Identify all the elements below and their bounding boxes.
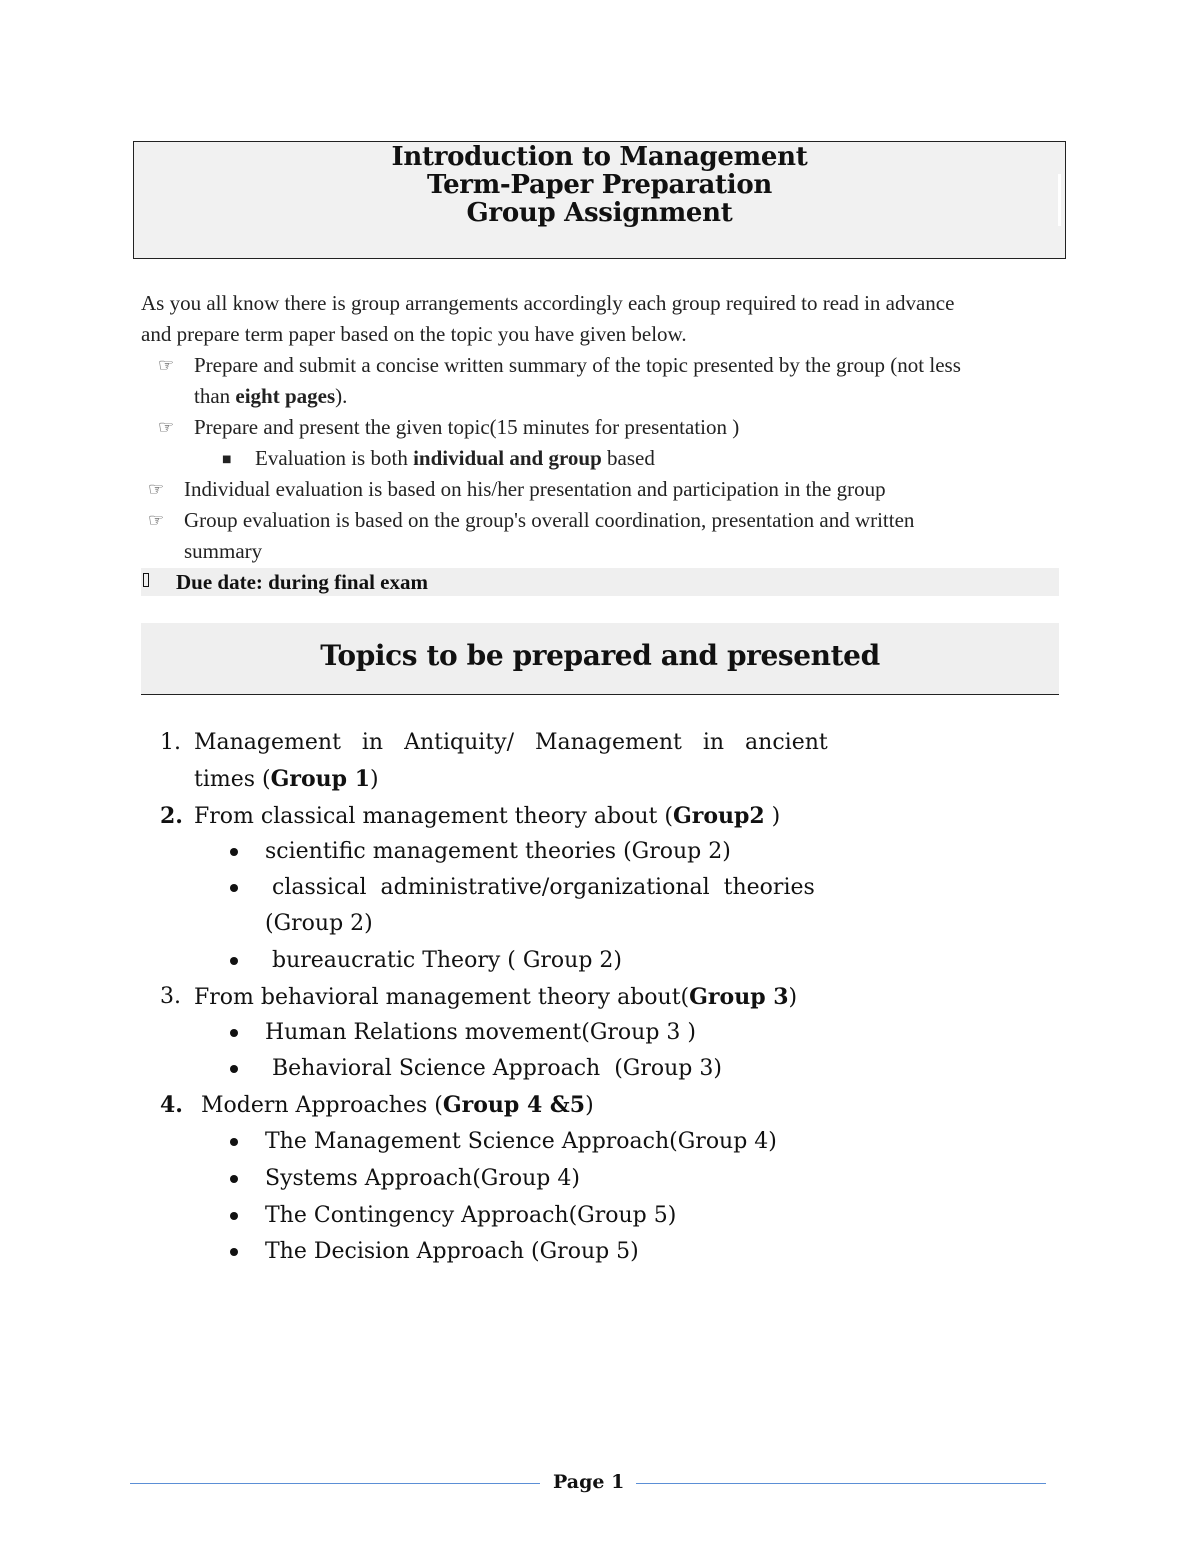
instruction-text: Individual evaluation is based on his/her presentation and participation in the group [184, 477, 886, 501]
group-label: Group 3 [689, 984, 789, 1010]
subtopic-text: classical administrative/organizational theories [265, 875, 815, 900]
emphasis-eight-pages: eight pages [235, 384, 336, 408]
subtopic-text: The Management Science Approach(Group 4) [265, 1129, 777, 1154]
topic-text: From classical management theory about (Group2 ) [194, 803, 781, 829]
instruction-subitem-evaluation [222, 443, 1022, 474]
subtopic-text: The Decision Approach (Group 5) [265, 1239, 639, 1264]
subtopic-item [230, 1161, 830, 1197]
instruction-text: Group evaluation is based on the group's overall coordination, presentation and written [184, 508, 915, 532]
bullet-dot-icon [230, 848, 238, 856]
intro-paragraph [141, 288, 1066, 350]
group-label: Group 4 &5 [442, 1092, 586, 1118]
hand-pointer-icon: ☞ [158, 417, 175, 438]
topic-text: From behavioral management theory about(Group 3) [194, 984, 798, 1010]
instruction-item-group-eval [148, 505, 1058, 567]
hand-pointer-icon: ☞ [148, 510, 165, 531]
subtopic-item [230, 943, 830, 979]
topic-number: 1. [160, 730, 181, 755]
subtopic-item [230, 1015, 830, 1051]
page-number: Page 1 [553, 1471, 625, 1493]
topic-number: 2. [160, 803, 183, 829]
instruction-text-cont: than eight pages). [194, 384, 348, 408]
instruction-item-individual-eval [148, 474, 1058, 505]
intro-line-1: As you all know there is group arrangements accordingly each group required to read in advance [141, 291, 955, 315]
instruction-item-summary [158, 350, 1058, 412]
bullet-dot-icon [230, 957, 238, 965]
bullet-dot-icon [230, 1175, 238, 1183]
subtopic-item [230, 1234, 830, 1270]
instruction-text-cont: summary [184, 539, 263, 563]
topic-text-cont: times (Group 1) [194, 766, 379, 792]
instruction-text: Prepare and present the given topic(15 minutes for presentation ) [194, 415, 740, 439]
instruction-text: Evaluation is both individual and group based [255, 446, 655, 470]
topic-item-3 [160, 979, 810, 1015]
hand-pointer-icon: ☞ [148, 479, 165, 500]
subtopic-text: bureaucratic Theory ( Group 2) [265, 948, 622, 973]
subtopic-text: Systems Approach(Group 4) [265, 1166, 580, 1191]
topic-text: Management in Antiquity/ Management in ancient [194, 730, 828, 755]
topic-number: 4. [160, 1092, 183, 1118]
topics-heading: Topics to be prepared and presented [141, 623, 1059, 695]
group-label: Group 1 [270, 766, 371, 792]
topic-number: 3. [160, 984, 181, 1009]
subtopic-text: Human Relations movement(Group 3 ) [265, 1020, 696, 1045]
subtopic-text: The Contingency Approach(Group 5) [265, 1203, 677, 1228]
title-box [133, 141, 1066, 259]
topic-item-1 [160, 725, 828, 797]
bullet-dot-icon [230, 1212, 238, 1220]
due-date-bar [141, 568, 1059, 596]
assignment-type: Group Assignment [466, 198, 733, 228]
document-subtitle: Term-Paper Preparation [427, 170, 772, 200]
subtopic-text-cont: (Group 2) [265, 911, 373, 936]
bullet-dot-icon [230, 1065, 238, 1073]
topic-item-2 [160, 798, 810, 834]
title-box-edge-mark [1058, 174, 1061, 226]
bullet-dot-icon [230, 1029, 238, 1037]
topic-item-4 [160, 1087, 810, 1123]
bullet-dot-icon [230, 1138, 238, 1146]
bullet-dot-icon [230, 1248, 238, 1256]
square-bullet-icon: ■ [222, 454, 232, 465]
emphasis-individual-group: individual and group [413, 446, 602, 470]
subtopic-item [230, 1124, 830, 1160]
subtopic-item [230, 870, 830, 942]
group-label: Group2 [672, 803, 765, 829]
footer-rule-left [130, 1483, 540, 1484]
subtopic-item [230, 1051, 830, 1087]
due-date-text: Due date: during final exam [176, 570, 428, 594]
instruction-item-present [158, 412, 1058, 443]
instruction-text: Prepare and submit a concise written summary of the topic presented by the group (not less [194, 353, 961, 377]
checkbox-square-icon [143, 573, 149, 587]
subtopic-item [230, 1198, 830, 1234]
bullet-dot-icon [230, 884, 238, 892]
subtopic-text: scientific management theories (Group 2) [265, 839, 731, 864]
footer-rule-right [636, 1483, 1046, 1484]
course-title: Introduction to Management [391, 142, 808, 172]
hand-pointer-icon: ☞ [158, 355, 175, 376]
intro-line-2: and prepare term paper based on the topic you have given below. [141, 322, 687, 346]
subtopic-text: Behavioral Science Approach (Group 3) [265, 1056, 722, 1081]
topic-text: Modern Approaches (Group 4 &5) [201, 1092, 594, 1118]
subtopic-item [230, 834, 830, 870]
